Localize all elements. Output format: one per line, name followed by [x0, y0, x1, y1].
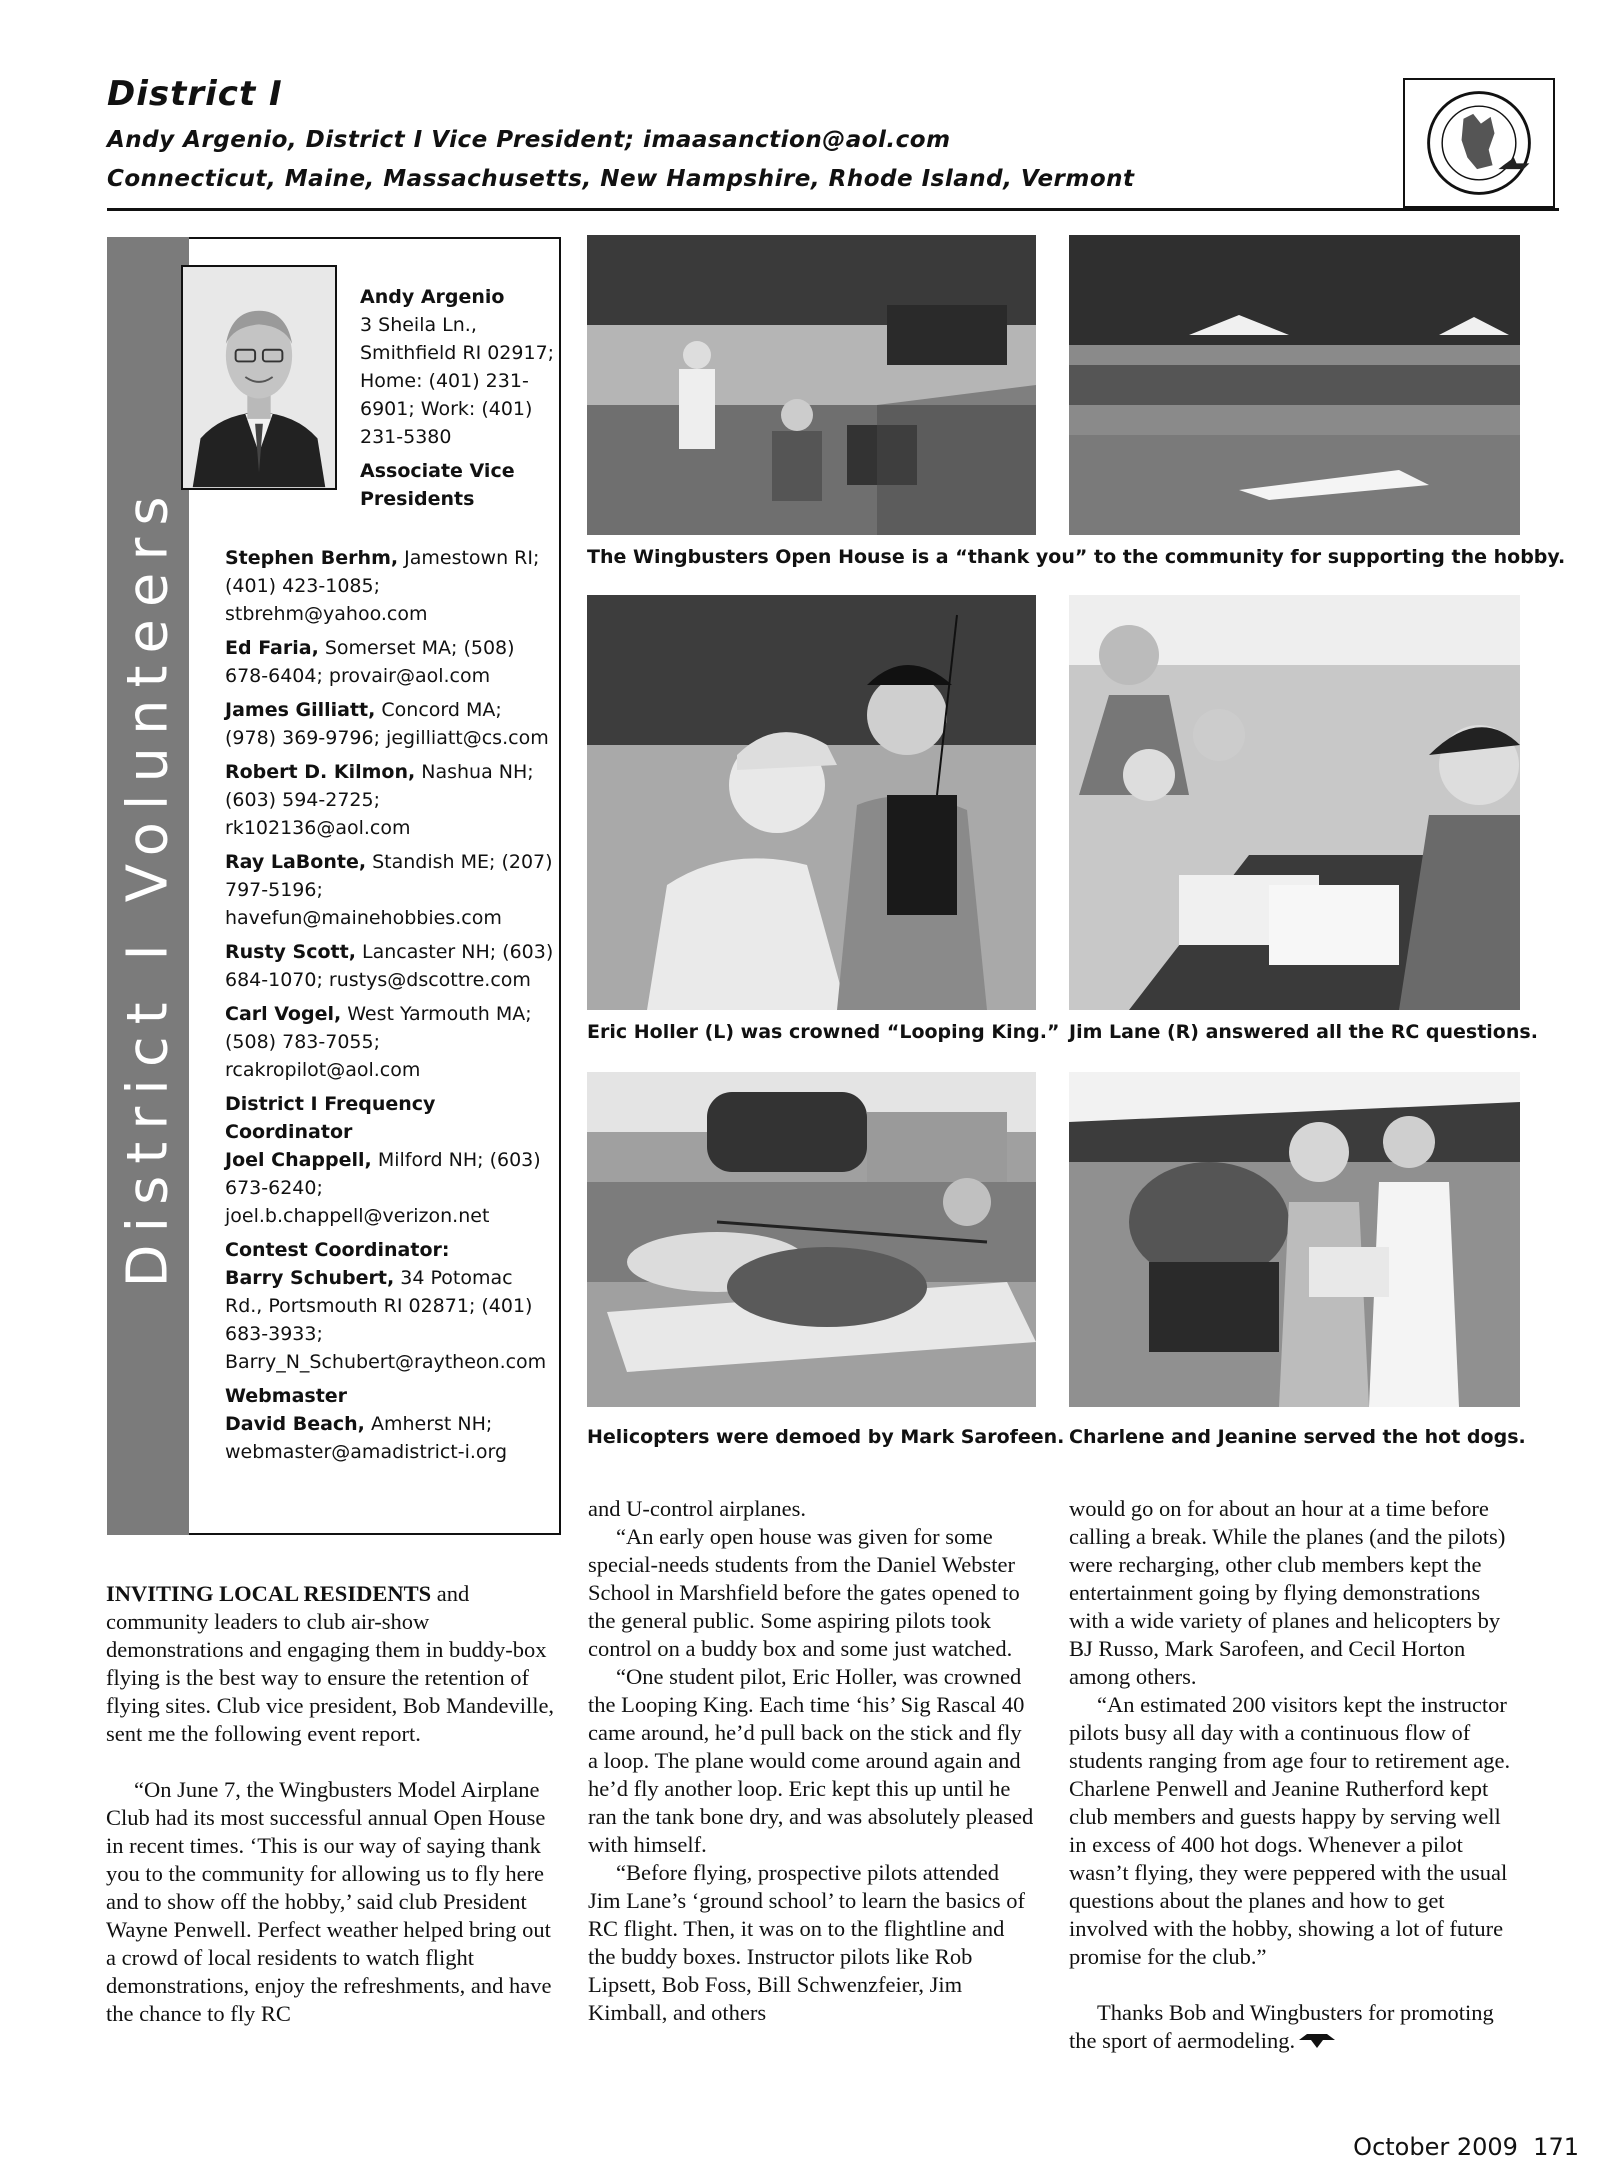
article-paragraph	[106, 1580, 556, 1748]
volunteer-entry	[225, 1264, 555, 1376]
photo-open-house-crowd	[587, 235, 1036, 535]
article-text: and community leaders to club air-show demonstrations and engaging them in buddy-box flying is the best way to ensure the retention of flying sites. Club vice president, Bob Mandeville, sent me the following event report.	[106, 1581, 555, 1746]
volunteer-name: Rusty Scott,	[225, 941, 356, 963]
volunteers-vertical-bar	[107, 237, 189, 1535]
volunteer-detail: West Yarmouth MA; (508) 783-7055; rcakropilot@aol.com	[225, 1003, 532, 1081]
states-line: Connecticut, Maine, Massachusetts, New Hampshire, Rhode Island, Vermont	[107, 166, 1135, 192]
photo-jim-lane	[1069, 595, 1520, 1010]
vp-line: Andy Argenio, District I Vice President; imaasanction@aol.com	[107, 127, 951, 153]
volunteer-detail: Somerset MA; (508) 678-6404; provair@aol.com	[225, 637, 515, 687]
header-rule	[107, 208, 1559, 211]
vp-portrait-photo	[181, 265, 337, 490]
volunteer-entry	[225, 544, 555, 628]
volunteer-detail: Nashua NH; (603) 594-2725; rk102136@aol.com	[225, 761, 534, 839]
vp-contact	[360, 283, 560, 513]
portrait-image	[183, 267, 335, 488]
photo-image	[587, 595, 1036, 1010]
article-text: Thanks Bob and Wingbusters for promoting the sport of aermodeling.	[1069, 2000, 1494, 2053]
volunteer-entry	[225, 938, 555, 994]
volunteer-name: Robert D. Kilmon,	[225, 761, 416, 783]
district-title: District I	[107, 74, 283, 114]
webmaster-heading: Webmaster	[225, 1385, 348, 1407]
vp-name: Andy Argenio	[360, 286, 505, 308]
volunteer-name: Joel Chappell,	[225, 1149, 372, 1171]
article-column-3	[1069, 1495, 1519, 2055]
article-paragraph: would go on for about an hour at a time before calling a break. While the planes (and the pilots) were recharging, other club members kept the entertainment going by flying demonstrations with a wide variety of planes and helicopters by BJ Russo, Mark Sarofeen, and Cecil Horton among others.	[1069, 1496, 1506, 1689]
article-paragraph: “Before flying, prospective pilots attended Jim Lane’s ‘ground school’ to learn the basics of RC flight. Then, it was on to the flightline and the buddy boxes. Instructor pilots like Rob Lipsett, Bob Foss, Bill Schwenzfeier, Jim Kimball, and others	[588, 1860, 1025, 2025]
photo-field-tents	[1069, 235, 1520, 535]
photo-hot-dogs	[1069, 1072, 1520, 1407]
volunteer-detail: Standish ME; (207) 797-5196; havefun@mainehobbies.com	[225, 851, 553, 929]
article-paragraph: “One student pilot, Eric Holler, was crowned the Looping King. Each time ‘his’ Sig Rascal 40 came around, he’d pull back on the stick and fly a loop. The plane would come around again and he’d fly another loop. Eric kept this up until he ran the tank bone dry, and was absolutely pleased with himself.	[588, 1664, 1034, 1857]
caption-heli: Helicopters were demoed by Mark Sarofeen.	[587, 1426, 1065, 1448]
page-folio: October 2009 171	[1353, 2133, 1579, 2161]
volunteer-detail: Concord MA; (978) 369-9796; jegilliatt@cs.com	[225, 699, 549, 749]
volunteer-entry	[225, 1000, 555, 1084]
volunteer-name: Carl Vogel,	[225, 1003, 342, 1025]
volunteer-entry	[225, 758, 555, 842]
volunteer-detail: Amherst NH; webmaster@amadistrict-i.org	[225, 1413, 508, 1463]
photo-image	[587, 1072, 1036, 1407]
volunteer-entry	[225, 1410, 555, 1466]
volunteers-list	[225, 544, 555, 1472]
volunteer-detail: Lancaster NH; (603) 684-1070; rustys@dscottre.com	[225, 941, 554, 991]
article-paragraph	[1069, 1999, 1519, 2055]
volunteer-name: Stephen Berhm,	[225, 547, 399, 569]
volunteer-detail: Jamestown RI; (401) 423-1085; stbrehm@yahoo.com	[225, 547, 540, 625]
ama-end-mark-icon	[1297, 2030, 1337, 2050]
volunteer-entry	[225, 634, 555, 690]
photo-helicopters	[587, 1072, 1036, 1407]
frequency-heading: District I Frequency Coordinator	[225, 1093, 436, 1143]
volunteer-name: David Beach,	[225, 1413, 365, 1435]
volunteer-name: Ray LaBonte,	[225, 851, 367, 873]
contest-heading: Contest Coordinator:	[225, 1239, 450, 1261]
article-column-1	[106, 1580, 556, 2028]
article-column-2	[588, 1495, 1034, 2027]
caption-eric: Eric Holler (L) was crowned “Looping King.”	[587, 1021, 1060, 1043]
article-paragraph: and U-control airplanes.	[588, 1496, 807, 1521]
volunteer-detail: Milford NH; (603) 673-6240; joel.b.chappell@verizon.net	[225, 1149, 541, 1227]
article-paragraph: “On June 7, the Wingbusters Model Airplane Club had its most successful annual Open House in recent times. ‘This is our way of saying thank you to the community for allowing us to fly here and to show off the hobby,’ said club President Wayne Penwell. Perfect weather helped bring out a crowd of local residents to watch flight demonstrations, enjoy the refreshments, and have the chance to fly RC	[106, 1777, 552, 2026]
article-lead-in: INVITING LOCAL RESIDENTS	[106, 1581, 432, 1606]
volunteer-detail: 34 Potomac Rd., Portsmouth RI 02871; (401) 683-3933; Barry_N_Schubert@raytheon.com	[225, 1267, 547, 1373]
photo-image	[1069, 235, 1520, 535]
article-paragraph: “An early open house was given for some special-needs students from the Daniel Webster School in Marshfield before the gates opened to the general public. Some aspiring pilots took control on a buddy box and some just watched.	[588, 1524, 1020, 1661]
volunteer-name: Ed Faria,	[225, 637, 319, 659]
volunteer-entry	[225, 848, 555, 932]
volunteer-name: Barry Schubert,	[225, 1267, 395, 1289]
volunteer-entry	[225, 1146, 555, 1230]
caption-open-house: The Wingbusters Open House is a “thank you” to the community for supporting the hobby.	[587, 546, 1566, 568]
volunteers-vertical-title: District I Volunteers	[115, 484, 181, 1288]
ama-district-logo	[1403, 78, 1555, 208]
caption-jim: Jim Lane (R) answered all the RC questions.	[1069, 1021, 1538, 1043]
article-paragraph: “An estimated 200 visitors kept the instructor pilots busy all day with a continuous flow of students ranging from age four to retirement age. Charlene Penwell and Jeanine Rutherford kept club members and guests happy by serving well in excess of 400 hot dogs. Whenever a pilot wasn’t flying, they were peppered with the usual questions about the planes and how to get involved with the hobby, showing a lot of future promise for the club.”	[1069, 1692, 1511, 1969]
photo-image	[1069, 1072, 1520, 1407]
avp-heading: Associate Vice Presidents	[360, 460, 515, 510]
photo-image	[587, 235, 1036, 535]
caption-hotdogs: Charlene and Jeanine served the hot dogs.	[1069, 1426, 1526, 1448]
ama-seal-icon	[1405, 80, 1553, 206]
volunteer-name: James Gilliatt,	[225, 699, 376, 721]
volunteer-entry	[225, 696, 555, 752]
vp-address: 3 Sheila Ln., Smithfield RI 02917; Home: (401) 231-6901; Work: (401) 231-5380	[360, 314, 555, 448]
photo-image	[1069, 595, 1520, 1010]
photo-eric-holler	[587, 595, 1036, 1010]
